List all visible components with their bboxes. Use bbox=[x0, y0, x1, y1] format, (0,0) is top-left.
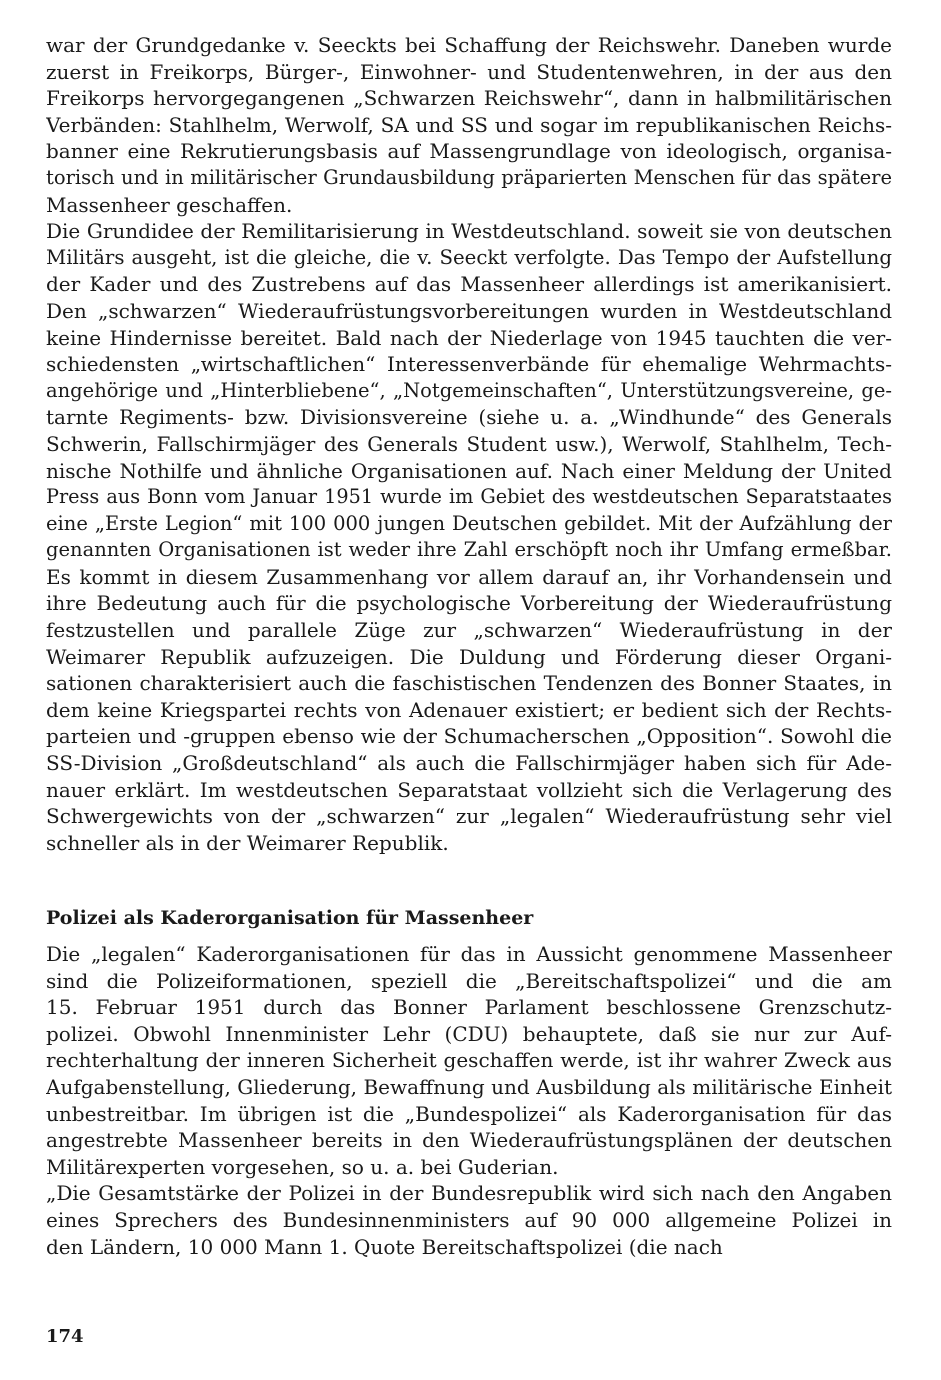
text-line: Den „schwarzen“ Wiederaufrüstungsvorbereitungen wurden in Westdeutschland bbox=[46, 298, 892, 323]
text-line: banner eine Rekrutierungsbasis auf Massengrundlage von ideologisch, organisa- bbox=[46, 139, 892, 164]
page-number: 174 bbox=[46, 1326, 84, 1347]
text-line: nauer erklärt. Im westdeutschen Separatstaat vollzieht sich die Verlagerung des bbox=[46, 777, 892, 802]
text-line: Die Grundidee der Remilitarisierung in Westdeutschland. soweit sie von deutschen bbox=[46, 219, 892, 244]
body-text-section-2 bbox=[46, 941, 892, 1260]
text-line: keine Hindernisse bereitet. Bald nach der Niederlage von 1945 tauchten die ver- bbox=[46, 325, 892, 350]
text-line: ihre Bedeutung auch für die psychologische Vorbereitung der Wiederaufrüstung bbox=[46, 591, 892, 616]
text-line: war der Grundgedanke v. Seeckts bei Schaffung der Reichswehr. Daneben wurde bbox=[46, 33, 892, 57]
text-line: Schwergewichts von der „schwarzen“ zur „legalen“ Wiederaufrüstung sehr viel bbox=[46, 804, 892, 829]
section-heading: Polizei als Kaderorganisation für Massenheer bbox=[46, 907, 534, 929]
text-line: Aufgabenstellung, Gliederung, Bewaffnung und Ausbildung als militärische Einheit bbox=[46, 1074, 892, 1099]
text-line: Militärexperten vorgesehen, so u. a. bei Guderian. bbox=[46, 1154, 559, 1179]
text-line: Press aus Bonn vom Januar 1951 wurde im Gebiet des westdeutschen Separatstaates bbox=[46, 485, 892, 509]
text-line: der Kader und des Zustrebens auf das Massenheer allerdings ist amerikanisiert. bbox=[46, 272, 892, 297]
text-line: tarnte Regiments- bzw. Divisionsvereine (siehe u. a. „Windhunde“ des Generals bbox=[46, 405, 892, 430]
text-line: sationen charakterisiert auch die faschistischen Tendenzen des Bonner Staates, in bbox=[46, 671, 892, 696]
text-line: „Die Gesamtstärke der Polizei in der Bundesrepublik wird sich nach den Angaben bbox=[46, 1181, 892, 1206]
text-line: angehörige und „Hinterbliebene“, „Notgemeinschaften“, Unterstützungsvereine, ge- bbox=[46, 378, 892, 402]
text-line: Freikorps hervorgegangenen „Schwarzen Reichswehr“, dann in halbmilitärischen bbox=[46, 86, 892, 111]
text-line: schneller als in der Weimarer Republik. bbox=[46, 830, 449, 855]
text-line: Schwerin, Fallschirmjäger des Generals Student usw.), Werwolf, Stahlhelm, Tech- bbox=[46, 431, 892, 456]
text-line: nische Nothilfe und ähnliche Organisationen auf. Nach einer Meldung der United bbox=[46, 458, 892, 483]
text-line: Es kommt in diesem Zusammenhang vor allem darauf an, ihr Vorhandensein und bbox=[46, 564, 892, 589]
text-line: 15. Februar 1951 durch das Bonner Parlament beschlossene Grenzschutz- bbox=[46, 995, 892, 1020]
text-line: Massenheer geschaffen. bbox=[46, 192, 293, 217]
text-line: schiedensten „wirtschaftlichen“ Interessenverbände für ehemalige Wehrmachts- bbox=[46, 352, 892, 377]
text-line: den Ländern, 10 000 Mann 1. Quote Bereitschaftspolizei (die nach bbox=[46, 1234, 723, 1259]
text-line: festzustellen und parallele Züge zur „schwarzen“ Wiederaufrüstung in der bbox=[46, 618, 892, 643]
text-line: Militärs ausgeht, ist die gleiche, die v. Seeckt verfolgte. Das Tempo der Aufstellung bbox=[46, 245, 892, 269]
text-line: SS-Division „Großdeutschland“ als auch die Fallschirmjäger haben sich für Ade- bbox=[46, 751, 892, 776]
text-line: parteien und -gruppen ebenso wie der Schumacherschen „Opposition“. Sowohl die bbox=[46, 724, 892, 749]
text-line: polizei. Obwohl Innenminister Lehr (CDU) behauptete, daß sie nur zur Auf- bbox=[46, 1021, 892, 1046]
text-line: zuerst in Freikorps, Bürger-, Einwohner- und Studentenwehren, in der aus den bbox=[46, 59, 892, 84]
text-line: torisch und in militärischer Grundausbildung präparierten Menschen für das spätere bbox=[46, 165, 892, 189]
text-line: Verbänden: Stahlhelm, Werwolf, SA und SS und sogar im republikanischen Reichs- bbox=[46, 112, 892, 137]
text-line: genannten Organisationen ist weder ihre Zahl erschöpft noch ihr Umfang ermeßbar. bbox=[46, 538, 892, 562]
text-line: eine „Erste Legion“ mit 100 000 jungen Deutschen gebildet. Mit der Aufzählung der bbox=[46, 511, 892, 535]
text-line: sind die Polizeiformationen, speziell die „Bereitschaftspolizei“ und die am bbox=[46, 968, 892, 993]
text-line: Die „legalen“ Kaderorganisationen für das in Aussicht genommene Massenheer bbox=[46, 942, 892, 966]
body-text-section-1 bbox=[46, 32, 892, 856]
text-line: angestrebte Massenheer bereits in den Wiederaufrüstungsplänen der deutschen bbox=[46, 1128, 892, 1153]
text-line: Weimarer Republik aufzuzeigen. Die Duldung und Förderung dieser Organi- bbox=[46, 644, 892, 669]
text-line: unbestreitbar. Im übrigen ist die „Bundespolizei“ als Kaderorganisation für das bbox=[46, 1101, 892, 1126]
text-line: dem keine Kriegspartei rechts von Adenauer existiert; er bedient sich der Rechts- bbox=[46, 697, 892, 722]
text-line: rechterhaltung der inneren Sicherheit geschaffen werde, ist ihr wahrer Zweck aus bbox=[46, 1048, 892, 1073]
text-line: eines Sprechers des Bundesinnenministers auf 90 000 allgemeine Polizei in bbox=[46, 1207, 892, 1232]
